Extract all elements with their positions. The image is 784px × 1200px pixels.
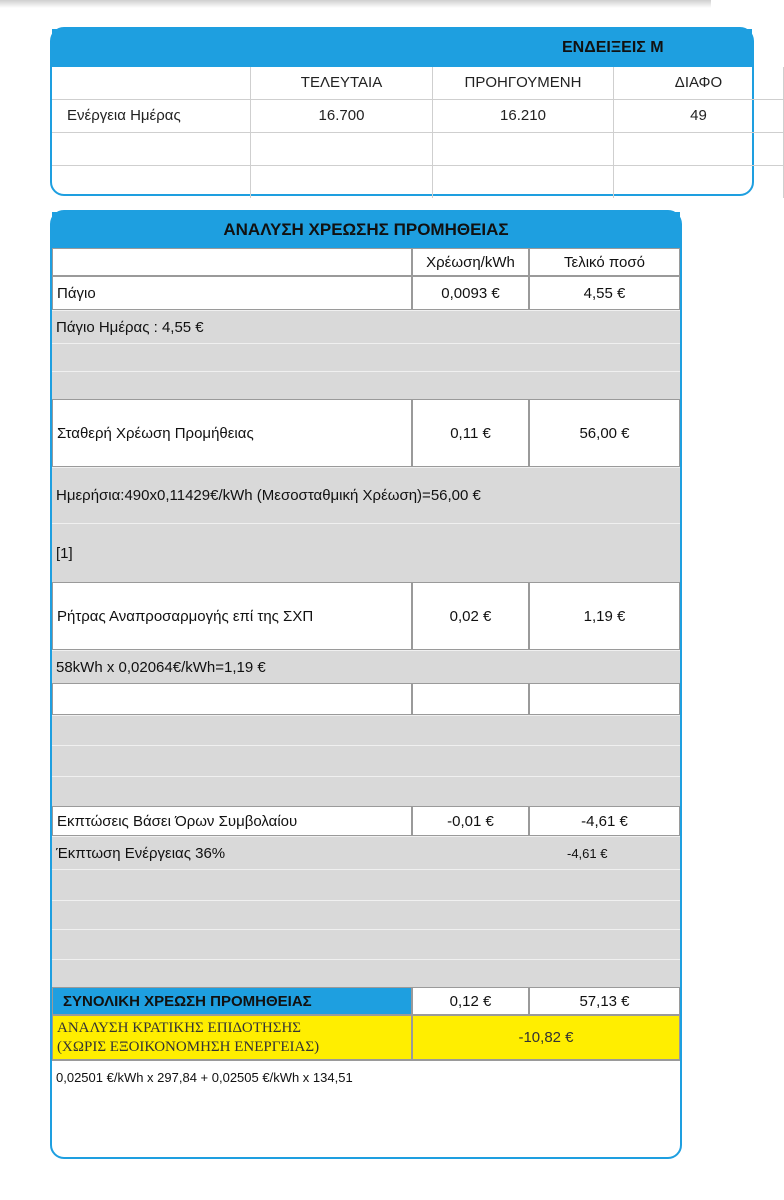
fixed-charge-rate: 0,0093 € [412,276,529,310]
adjustment-clause-rate: 0,02 € [412,582,529,650]
table-row [52,133,784,166]
supply-charge-footnote: [1] [52,523,680,582]
row-label: Ενέργεια Ημέρας [52,100,251,132]
header-final-amount: Τελικό ποσό [529,248,680,276]
supply-charges-card [50,210,682,1159]
last-reading [251,133,433,165]
header-cell-difference: ΔΙΑΦΟ [614,67,784,99]
blank-note-row [52,745,680,776]
difference-reading: 49 [614,100,784,132]
total-label: ΣΥΝΟΛΙΚΗ ΧΡΕΩΣΗ ΠΡΟΜΗΘΕΙΑΣ [52,987,412,1015]
top-shadow [0,0,711,8]
table-header-row [52,67,784,100]
subsidy-label-line2: (ΧΩΡΙΣ ΕΞΟΙΚΟΝΟΜΗΣΗ ΕΝΕΡΓΕΙΑΣ) [57,1038,320,1055]
header-blank-cell [52,248,412,276]
subsidy-amount: -10,82 € [412,1015,680,1060]
column-header-row [52,248,680,276]
adjustment-clause-row [52,582,680,650]
subsidy-label [52,1015,412,1060]
header-cell-previous: ΠΡΟΗΓΟΥΜΕΝΗ [433,67,614,99]
fixed-charge-row [52,276,680,310]
fixed-charge-label: Πάγιο [52,276,412,310]
blank-note-row [52,371,680,399]
discount-rate: -0,01 € [412,806,529,836]
meter-readings-title: ΕΝΔΕΙΞΕΙΣ Μ [52,29,752,67]
discount-label: Εκπτώσεις Βάσει Όρων Συμβολαίου [52,806,412,836]
supply-charge-label: Σταθερή Χρέωση Προμήθειας [52,399,412,467]
empty-row [52,683,680,715]
last-reading: 16.700 [251,100,433,132]
previous-reading: 16.210 [433,100,614,132]
supply-charges-title: ΑΝΑΛΥΣΗ ΧΡΕΩΣΗΣ ΠΡΟΜΗΘΕΙΑΣ [52,212,680,248]
previous-reading [433,166,614,198]
discount-amount: -4,61 € [529,806,680,836]
empty-cell [412,683,529,715]
supply-charge-rate: 0,11 € [412,399,529,467]
subsidy-row [52,1015,680,1060]
difference-reading [614,166,784,198]
row-label [52,166,251,198]
blank-note-row [52,343,680,371]
previous-reading [433,133,614,165]
last-reading [251,166,433,198]
blank-note-row [52,959,680,987]
discount-note-label: Έκπτωση Ενέργειας 36% [56,844,226,862]
supply-charge-note: Ημερήσια:490x0,11429€/kWh (Μεσοσταθμική Χρέωση)=56,00 € [52,467,680,523]
blank-note-row [52,900,680,929]
header-cell-label [52,67,251,99]
adjustment-clause-amount: 1,19 € [529,582,680,650]
total-rate: 0,12 € [412,987,529,1015]
blank-note-row [52,715,680,745]
supply-charge-row [52,399,680,467]
table-row [52,166,784,198]
meter-readings-card [50,27,754,196]
total-amount: 57,13 € [529,987,680,1015]
meter-readings-table [52,67,784,198]
table-row [52,100,784,133]
fixed-charge-amount: 4,55 € [529,276,680,310]
empty-cell [529,683,680,715]
discount-note [52,836,680,869]
total-row [52,987,680,1015]
subsidy-label-line1: ΑΝΑΛΥΣΗ ΚΡΑΤΙΚΗΣ ΕΠΙΔΟΤΗΣΗΣ [57,1019,302,1036]
adjustment-clause-note: 58kWh x 0,02064€/kWh=1,19 € [52,650,680,683]
supply-charge-amount: 56,00 € [529,399,680,467]
header-cell-last: ΤΕΛΕΥΤΑΙΑ [251,67,433,99]
discount-row [52,806,680,836]
discount-note-amount: -4,61 € [567,845,608,861]
blank-note-row [52,929,680,959]
subsidy-formula: 0,02501 €/kWh x 297,84 + 0,02505 €/kWh x 134,51 [52,1060,680,1157]
row-label [52,133,251,165]
adjustment-clause-label: Ρήτρας Αναπροσαρμογής επί της ΣΧΠ [52,582,412,650]
header-rate: Χρέωση/kWh [412,248,529,276]
blank-note-row [52,776,680,806]
difference-reading [614,133,784,165]
blank-note-row [52,869,680,900]
fixed-charge-note: Πάγιο Ημέρας : 4,55 € [52,310,680,343]
empty-cell [52,683,412,715]
